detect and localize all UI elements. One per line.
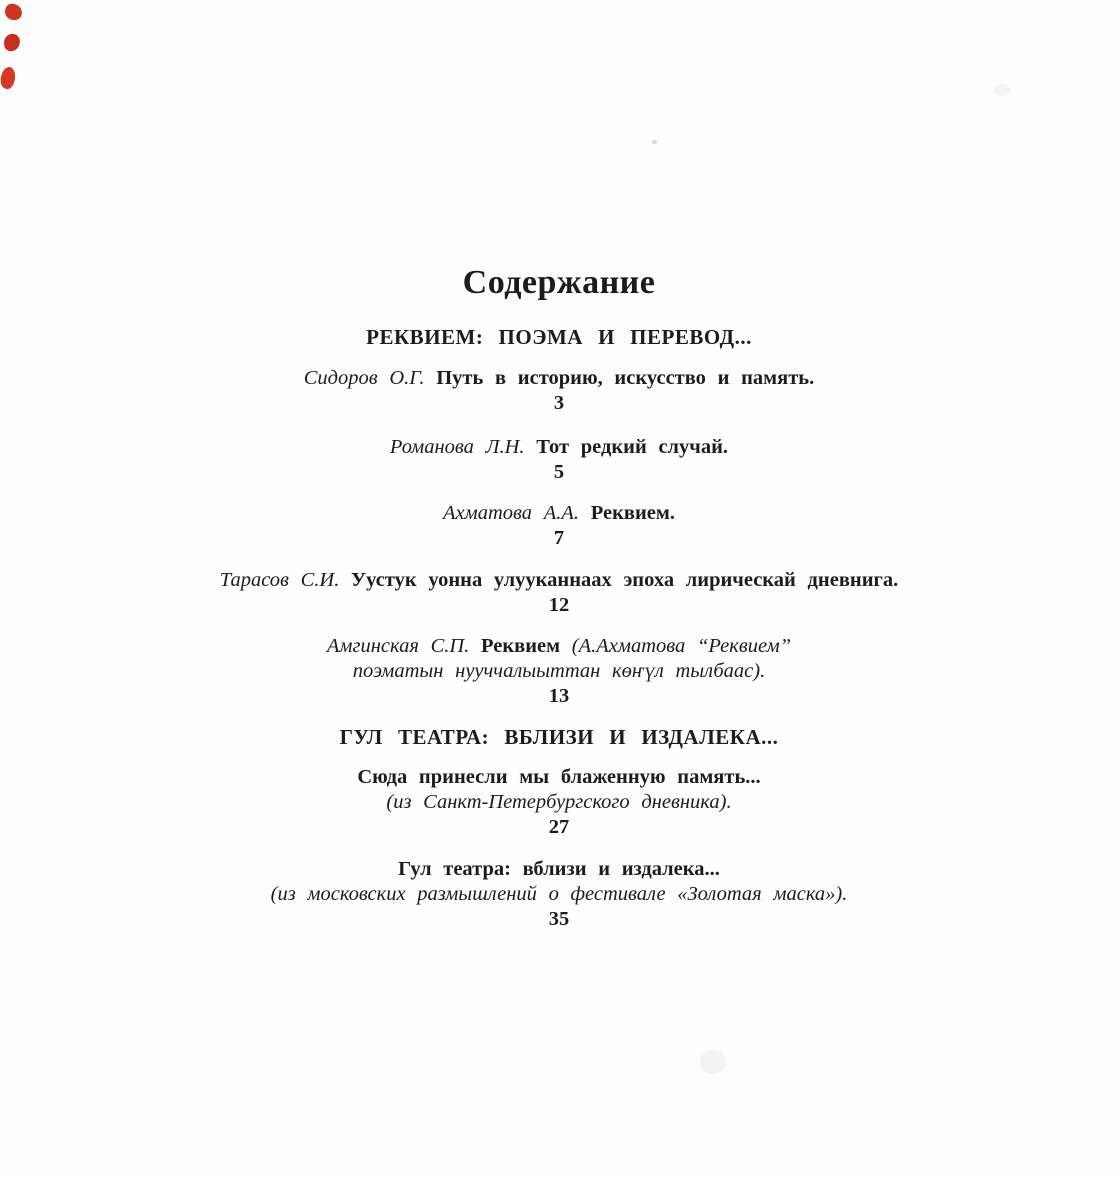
entry-note: поэматын нууччалыыттан көҥүл тылбаас). xyxy=(352,660,766,682)
entry-page-number: 5 xyxy=(553,461,565,483)
entry-title: Путь в историю, искусство и память. xyxy=(436,367,815,389)
toc-entry xyxy=(0,857,1118,932)
entry-note: (из московских размышлений о фестивале «Золотая маска»). xyxy=(270,883,848,905)
entry-title: Сюда принесли мы блаженную память... xyxy=(357,766,761,788)
scan-speck xyxy=(700,1050,726,1074)
entry-author: Амгинская С.П. xyxy=(326,635,470,657)
entry-title: Реквием xyxy=(481,635,561,657)
entry-page-number: 12 xyxy=(548,594,570,616)
entry-line xyxy=(0,501,1118,526)
entry-page-number: 27 xyxy=(548,816,570,838)
entry-author: Романова Л.Н. xyxy=(389,436,525,458)
entry-author: Ахматова А.А. xyxy=(443,502,580,524)
entry-page-number: 3 xyxy=(553,392,565,414)
entry-title: Гул театра: вблизи и издалека... xyxy=(398,858,720,880)
toc-entry xyxy=(0,568,1118,618)
entry-line xyxy=(0,435,1118,460)
toc-entry xyxy=(0,435,1118,485)
entry-title: Уустук уонна улууканнаах эпоха лирическай дневнига. xyxy=(351,569,899,591)
entry-page-number: 7 xyxy=(553,527,565,549)
toc-entry xyxy=(0,501,1118,551)
toc-entry xyxy=(0,634,1118,709)
entry-line xyxy=(0,568,1118,593)
entry-page-number: 13 xyxy=(548,685,570,707)
section-heading-requiem: РЕКВИЕМ: ПОЭМА И ПЕРЕВОД... xyxy=(366,325,752,349)
entry-title: Реквием. xyxy=(590,502,675,524)
red-ink-mark xyxy=(3,33,21,52)
entry-page-number: 35 xyxy=(548,908,570,930)
entry-author: Тарасов С.И. xyxy=(219,569,340,591)
entry-note: (А.Ахматова “Реквием” xyxy=(571,635,792,657)
red-ink-mark xyxy=(0,66,17,91)
entry-note: (из Санкт-Петербургского дневника). xyxy=(386,791,732,813)
entry-author: Сидоров О.Г. xyxy=(303,367,425,389)
toc-entry xyxy=(0,366,1118,416)
entry-line xyxy=(0,634,1118,659)
scan-speck xyxy=(652,140,657,144)
red-ink-mark xyxy=(4,3,24,22)
scan-speck xyxy=(994,84,1010,96)
section-heading-gul-teatra: ГУЛ ТЕАТРА: ВБЛИЗИ И ИЗДАЛЕКА... xyxy=(339,725,779,749)
entry-line xyxy=(0,366,1118,391)
toc-entry xyxy=(0,765,1118,840)
page-title: Содержание xyxy=(462,264,656,301)
entry-title: Тот редкий случай. xyxy=(536,436,729,458)
